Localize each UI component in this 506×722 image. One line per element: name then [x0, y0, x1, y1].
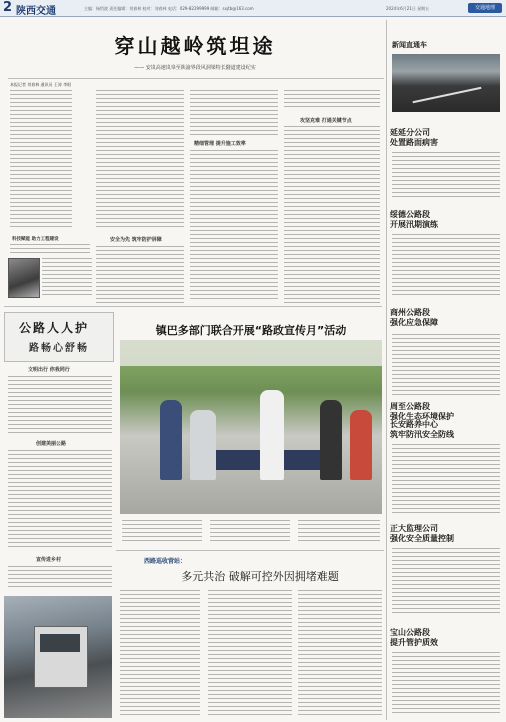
sidebar-item-3-title: 商州公路段 [390, 308, 430, 317]
lead-subhead-1: 攻坚克难 打通关键节点 [300, 118, 352, 124]
sidebar-item-7-title: 宝山公路段 [390, 628, 430, 637]
sidebar-item-6 [390, 524, 502, 544]
left-subhead-1: 文明出行 你我同行 [28, 367, 70, 373]
sidebar-item-5-text [392, 444, 500, 514]
feature-caption-col-2 [210, 520, 290, 544]
bottom-article-tag: 西路巡收营站： [144, 558, 187, 565]
sidebar-photo-caption: 新闻直通车 [392, 41, 427, 49]
sidebar-item-1-title: 延延分公司 [390, 128, 430, 137]
header-date: 2024年6月21日 星期五 [386, 6, 430, 11]
page-number: 2 [3, 0, 13, 15]
left-text-3 [8, 566, 112, 590]
left-text-2 [8, 450, 112, 548]
lead-text-col-2 [96, 90, 184, 230]
paper-name: 陕西交通 [16, 6, 56, 17]
feature-photo [120, 340, 382, 514]
sidebar-item-2-text [392, 234, 500, 296]
lead-title: 穿山越岭筑坦途 [114, 34, 276, 58]
feature-photo-person-3 [260, 390, 284, 480]
left-banner-bottom: 路畅心舒畅 [29, 343, 89, 354]
lead-text-col-3b [190, 150, 278, 300]
sidebar-item-4-title2: 强化生态环境保护 [390, 412, 454, 421]
sidebar-divider [386, 20, 387, 720]
lead-subtitle: —— 安岚高速岚皋至陕渝界段风洞梁特长隧道建设纪实 [134, 65, 256, 71]
feature-photo-person-5 [350, 410, 372, 480]
sidebar-item-7-text [392, 652, 500, 716]
sidebar-item-5-title2: 筑牢防汛安全防线 [390, 430, 454, 439]
feature-photo-tent [120, 340, 382, 366]
sidebar-item-4-title: 周至公路段 [390, 402, 430, 411]
left-banner-top: 公路人人护 [19, 321, 90, 335]
feature-headline: 镇巴多部门联合开展“路政宣传月”活动 [155, 324, 347, 337]
sidebar-photo-road-marking [413, 87, 482, 104]
feature-caption-col-1 [122, 520, 202, 544]
sidebar-road-photo [392, 54, 500, 112]
sidebar-item-7 [390, 628, 502, 648]
bottom-article-divider [116, 550, 384, 551]
sidebar-item-5-title: 长安路养中心 [390, 420, 438, 429]
lead-byline: 本报记者 刘春林 通讯员 王涛 李阳 [10, 82, 72, 87]
sidebar-item-3-title2: 强化应急保障 [390, 318, 438, 327]
section-badge: 交通地理 [468, 3, 502, 13]
feature-photo-person-2 [190, 410, 216, 480]
lead-divider [8, 78, 384, 79]
sidebar-item-2 [390, 210, 502, 230]
sidebar-item-5 [390, 420, 502, 440]
lead-text-col-1 [10, 90, 72, 230]
bottom-article-title: 多元共治 破解可控外因拥堵难题 [181, 570, 339, 583]
bottom-text-col-1 [120, 590, 200, 716]
sidebar-item-2-title: 绥德公路段 [390, 210, 430, 219]
feature-photo-person-1 [160, 400, 182, 480]
lead-text-col-1c [10, 244, 90, 254]
lead-text-col-4b [284, 126, 380, 306]
sidebar-item-3 [390, 308, 502, 328]
lead-text-col-4 [284, 90, 380, 110]
sidebar-item-6-title2: 强化安全质量控制 [390, 534, 454, 543]
left-truck-photo [4, 596, 112, 718]
sidebar-item-7-title2: 提升管护质效 [390, 638, 438, 647]
sidebar-item-2-title2: 开展汛期演练 [390, 220, 438, 229]
lead-thumbnail-photo [8, 258, 40, 298]
feature-photo-person-4 [320, 400, 342, 480]
lead-subhead-2: 精细管理 提升施工效率 [194, 141, 246, 147]
lead-text-col-1b [42, 258, 92, 298]
feature-caption-col-3 [298, 520, 380, 544]
lead-text-col-3 [190, 90, 278, 135]
sidebar-item-6-title: 正大监理公司 [390, 524, 438, 533]
left-subhead-2: 创建美丽公路 [36, 441, 67, 447]
lead-subhead-3: 安全为先 筑牢防护屏障 [110, 237, 162, 243]
sidebar-item-1-title2: 处置路面病害 [390, 138, 438, 147]
left-col-top-divider [4, 306, 382, 307]
sidebar-item-3-text [392, 334, 500, 396]
sidebar-item-1-text [392, 152, 500, 198]
left-text-1 [8, 376, 112, 434]
left-subhead-3: 宣传进乡村 [36, 557, 62, 563]
lead-text-col-2b [96, 246, 184, 306]
lead-subhead-4: 科技赋能 助力工程建设 [12, 237, 59, 242]
bottom-text-col-2 [208, 590, 292, 716]
left-truck-windshield [40, 634, 80, 652]
bottom-text-col-3 [298, 590, 382, 716]
sidebar-item-6-text [392, 548, 500, 616]
left-banner [4, 312, 114, 362]
sidebar-item-1 [390, 128, 502, 148]
sidebar-item-4 [390, 402, 502, 422]
header-info: 主编：杨绍波 责任编辑：刘春林 校对：刘春林 电话：029-82299999 邮箱：sxjtb@163.com [84, 6, 254, 11]
